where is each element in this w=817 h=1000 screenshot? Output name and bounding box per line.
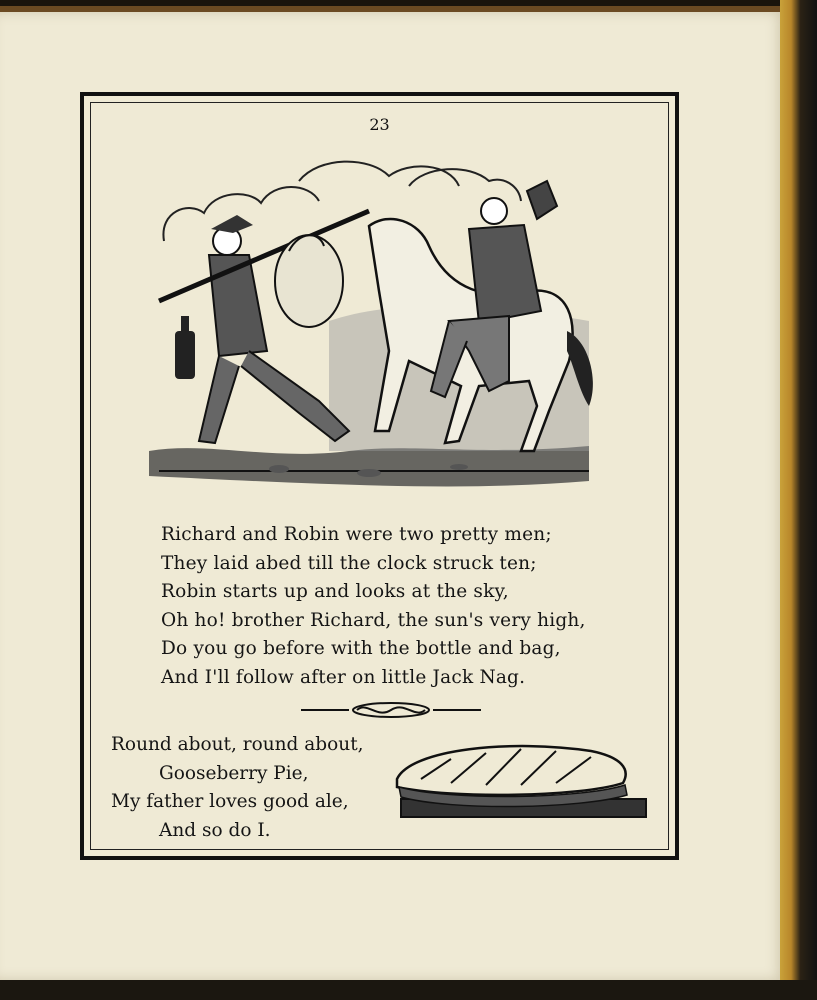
verse-richard-and-robin [161,521,586,692]
verse-line: Richard and Robin were two pretty men; [161,524,552,545]
verse-line: Gooseberry Pie, [159,762,309,784]
verse-gooseberry-pie [111,731,364,845]
book-page [0,6,786,980]
book-bottom-edge [0,980,817,1000]
verse-line: Oh ho! brother Richard, the sun's very high, [161,609,586,631]
page-inner-border [90,102,669,850]
verse-line: They laid abed till the clock struck ten; [161,552,537,574]
verse-line: Robin starts up and looks at the sky, [161,581,509,602]
verse-line: And so do I. [159,819,271,841]
page-number: 23 [369,115,390,134]
ornament-divider [301,699,481,721]
verse-line: My father loves good ale, [111,791,349,812]
richard-and-robin-illustration [149,151,609,511]
verse-line: Round about, round about, [111,734,364,755]
book-edge [780,0,817,1000]
verse-line: And I'll follow after on little Jack Nag. [161,666,526,688]
verse-line: Do you go before with the bottle and bag, [161,638,561,659]
page-border [80,92,679,860]
gooseberry-pie-illustration [391,739,651,839]
